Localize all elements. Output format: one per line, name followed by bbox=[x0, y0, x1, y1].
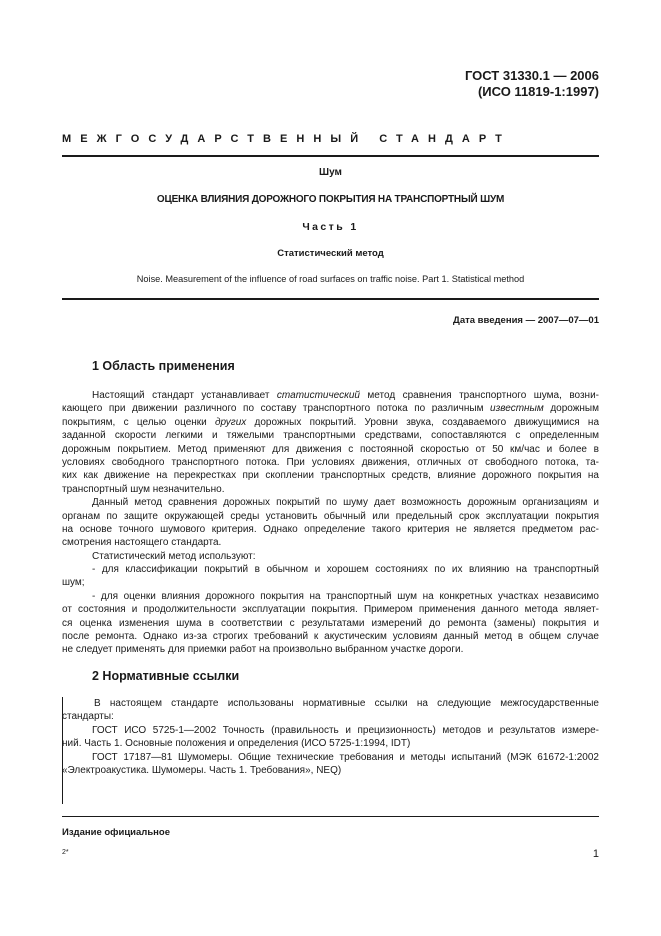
text-line bbox=[62, 469, 599, 482]
emphasis-text: других bbox=[215, 416, 247, 428]
text-span: после ремонта. Однако из-за строгих требований к акустическим условиям данный метод в общем случае bbox=[62, 631, 599, 643]
text-line bbox=[62, 643, 599, 656]
text-span: от состояния и продолжительности эксплуатации покрытия. Примером применения данного метода являет- bbox=[62, 604, 599, 616]
text-span: стандарты: bbox=[62, 711, 114, 723]
text-span: дорожным bbox=[543, 403, 599, 415]
text-line bbox=[62, 456, 599, 469]
text-span: шум; bbox=[62, 577, 85, 589]
text-span: условиях свободного транспортного потока. При условиях движения, отличных от свободного потока, та- bbox=[62, 456, 599, 468]
document-title: ОЦЕНКА ВЛИЯНИЯ ДОРОЖНОГО ПОКРЫТИЯ НА ТРАНСПОРТНЫЙ ШУМ bbox=[156, 194, 505, 205]
sheet-mark: 2* bbox=[62, 849, 69, 856]
english-title: Noise. Measurement of the influence of road surfaces on traffic noise. Part 1. Statistical method bbox=[136, 274, 525, 284]
text-line bbox=[62, 630, 599, 643]
text-line bbox=[62, 416, 599, 429]
text-span: В настоящем стандарте использованы нормативные ссылки на следующие межгосударственные bbox=[94, 698, 599, 709]
text-span: ний. Часть 1. Основные положения и определения (ИСО 5725-1:1994, IDT) bbox=[62, 738, 411, 750]
text-span: ГОСТ ИСО 5725-1—2002 Точность (правильность и прецизионность) методов и результатов измере- bbox=[92, 724, 599, 736]
iso-number: (ИСО 11819-1:1997) bbox=[477, 84, 599, 99]
gost-number: ГОСТ 31330.1 — 2006 bbox=[464, 68, 599, 83]
text-line bbox=[62, 536, 599, 549]
introduction-date: Дата введения — 2007—07—01 bbox=[453, 315, 599, 326]
section-2-heading: 2 Нормативные ссылки bbox=[92, 669, 240, 683]
emphasis-text: статистический bbox=[276, 390, 360, 401]
text-line bbox=[62, 590, 599, 603]
text-span: транспортный шум незначительно. bbox=[62, 483, 225, 495]
text-line bbox=[62, 523, 599, 536]
text-line bbox=[62, 429, 599, 442]
text-span: Статистический метод используют: bbox=[92, 550, 256, 562]
text-line bbox=[62, 751, 599, 764]
section-1-body bbox=[62, 389, 599, 657]
text-line bbox=[62, 563, 599, 576]
text-line bbox=[62, 603, 599, 616]
text-line bbox=[62, 496, 599, 509]
standard-designation bbox=[465, 68, 599, 100]
text-line bbox=[62, 576, 599, 589]
document-subtitle: Статистический метод bbox=[277, 248, 384, 259]
section-2-body bbox=[62, 697, 599, 777]
document-topic: Шум bbox=[319, 167, 342, 178]
text-line bbox=[62, 483, 599, 496]
text-span: дорожным покрытием. Метод применяют для движения с постоянной скоростью от 50 км/час и более в bbox=[62, 443, 599, 455]
text-line bbox=[62, 697, 599, 710]
text-line bbox=[62, 764, 599, 777]
text-span: - для оценки влияния дорожного покрытия на транспортный шум на конкретных участках независимо bbox=[92, 590, 599, 602]
header-rule bbox=[62, 155, 599, 157]
official-edition-label: Издание официальное bbox=[62, 827, 170, 838]
text-span: смотрения настоящего стандарта. bbox=[62, 537, 222, 549]
footer-rule bbox=[62, 816, 599, 817]
standard-type-banner: МЕЖГОСУДАРСТВЕННЫЙ СТАНДАРТ bbox=[62, 133, 511, 145]
text-span: Настоящий стандарт устанавливает bbox=[92, 390, 277, 401]
text-span: заданной скорости легкими и тяжелыми транспортными средствами, сопоставляются с определенным bbox=[62, 430, 599, 442]
text-line bbox=[62, 737, 599, 750]
text-span: покрытиям, с целью оценки bbox=[62, 416, 216, 428]
document-part: Часть 1 bbox=[302, 221, 359, 233]
text-line bbox=[62, 550, 599, 563]
text-span: - для классификации покрытий в обычном и хорошем состояниях по их влиянию на транспортный bbox=[92, 564, 599, 576]
text-line bbox=[62, 510, 599, 523]
text-span: ГОСТ 17187—81 Шумомеры. Общие технические требования и методы испытаний (МЭК 61672-1:2002 bbox=[92, 751, 599, 763]
text-span: кающего при движении различного по составу транспортного потока по различным bbox=[62, 403, 491, 415]
text-span: дорожных покрытий. Уровни звука, создаваемого движущимися на bbox=[246, 416, 599, 428]
title-rule bbox=[62, 298, 599, 300]
text-line bbox=[62, 389, 599, 402]
text-span: Данный метод сравнения дорожных покрытий по шуму дает возможность дорожным организациям и bbox=[92, 497, 599, 509]
emphasis-text: известным bbox=[490, 403, 544, 415]
text-span: ких как движение на перекрестках при скоплении транспортных средств, влияние дорожного покрытия на bbox=[62, 470, 599, 482]
section-1-heading: 1 Область применения bbox=[92, 359, 235, 373]
text-line bbox=[62, 402, 599, 415]
text-span: на основе точного шумового критерия. Однако определение такого критерия не является предметом рас- bbox=[62, 523, 599, 535]
page-number: 1 bbox=[592, 848, 599, 860]
text-span: не следует применять для приемки работ на произвольно выбранном участке дороги. bbox=[62, 644, 464, 656]
text-span: метод сравнения транспортного шума, возни- bbox=[359, 390, 599, 401]
text-line bbox=[62, 443, 599, 456]
text-line bbox=[62, 724, 599, 737]
text-line bbox=[62, 710, 599, 723]
text-span: «Электроакустика. Шумомеры. Часть 1. Требования», NEQ) bbox=[62, 764, 342, 776]
text-span: ся оценка изменения шума в соответствии с результатами измерений до ремонта (замены) покрытия и bbox=[62, 617, 599, 629]
text-span: органам по защите окружающей среды установить обычный или предельный срок эксплуатации покрытия bbox=[62, 510, 599, 522]
text-line bbox=[62, 617, 599, 630]
